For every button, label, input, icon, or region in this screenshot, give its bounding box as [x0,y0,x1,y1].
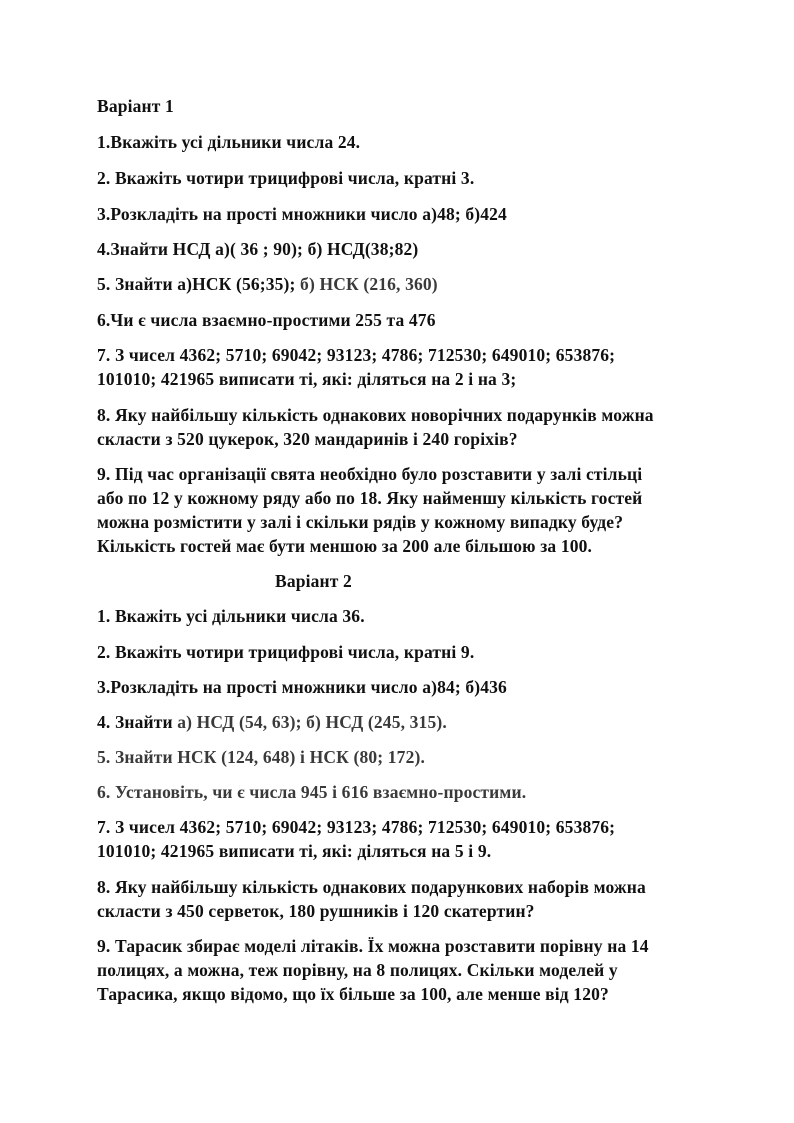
v2-task-1: 1. Вкажіть усі дільники числа 36. [97,606,365,626]
v2-task-9-line2: полицях, а можна, теж порівну, на 8 полицях. Скільки моделей у [97,960,618,980]
v1-task-9-line2: або по 12 у кожному ряду або по 18. Яку найменшу кількість гостей [97,488,643,508]
v1-task-8-line1: 8. Яку найбільшу кількість однакових новорічних подарунків можна [97,405,654,425]
v1-task-4: 4.Знайти НСД а)( 36 ; 90); б) НСД(38;82) [97,239,419,259]
v2-task-2: 2. Вкажіть чотири трицифрові числа, кратні 9. [97,642,475,662]
v2-task-8-line1: 8. Яку найбільшу кількість однакових подарункових наборів можна [97,877,646,897]
v2-task-4 [97,710,447,734]
v1-task-9-line3: можна розмістити у залі і скільки рядів у кожному випадку буде? [97,512,624,532]
variant2-title: Варіант 2 [275,571,352,591]
v1-task-5b: б) НСК (216, 360) [300,274,438,294]
v2-task-4b: а) НСД (54, 63); б) НСД (245, 315). [177,712,447,732]
v2-task-5: 5. Знайти НСК (124, 648) і НСК (80; 172). [97,747,425,767]
v1-task-7-line2: 101010; 421965 виписати ті, які: діляться на 2 і на 3; [97,369,517,389]
v1-task-6: 6.Чи є числа взаємно-простими 255 та 476 [97,310,436,330]
v1-task-9-line4: Кількість гостей має бути меншою за 200 але більшою за 100. [97,536,593,556]
variant1-title: Варіант 1 [97,96,174,116]
v1-task-9-line1: 9. Під час організації свята необхідно було розставити у залі стільці [97,464,643,484]
v2-task-4a: 4. Знайти [97,712,178,732]
v1-task-3: 3.Розкладіть на прості множники число а)48; б)424 [97,204,507,224]
v1-task-1: 1.Вкажіть усі дільники числа 24. [97,132,361,152]
v2-task-8-line2: скласти з 450 серветок, 180 рушників і 120 скатертин? [97,901,535,921]
v2-task-6: 6. Установіть, чи є числа 945 і 616 взаємно-простими. [97,782,527,802]
v1-task-7-line1: 7. З чисел 4362; 5710; 69042; 93123; 4786; 712530; 649010; 653876; [97,345,616,365]
v1-task-5 [97,272,438,296]
v1-task-2: 2. Вкажіть чотири трицифрові числа, кратні 3. [97,168,475,188]
v2-task-9-line3: Тарасика, якщо відомо, що їх більше за 100, але менше від 120? [97,984,609,1004]
v2-task-7-line1: 7. З чисел 4362; 5710; 69042; 93123; 4786; 712530; 649010; 653876; [97,817,616,837]
v2-task-3: 3.Розкладіть на прості множники число а)84; б)436 [97,677,507,697]
v1-task-8-line2: скласти з 520 цукерок, 320 мандаринів і 240 горіхів? [97,429,518,449]
v2-task-9-line1: 9. Тарасик збирає моделі літаків. Їх можна розставити порівну на 14 [97,936,649,956]
v2-task-7-line2: 101010; 421965 виписати ті, які: діляться на 5 і 9. [97,841,492,861]
v1-task-5a: 5. Знайти а)НСК (56;35); [97,274,301,294]
